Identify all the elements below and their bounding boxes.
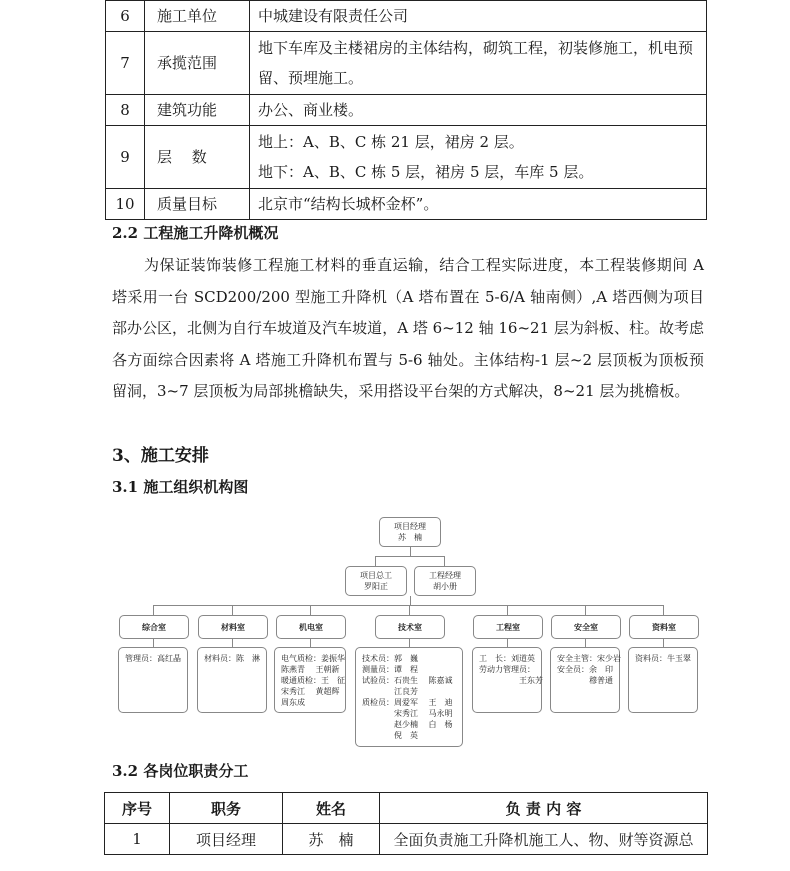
column-header: 序号 xyxy=(105,793,170,824)
org-node-title: 项目经理 xyxy=(394,522,426,531)
connector-line xyxy=(410,547,411,556)
org-node-project-manager xyxy=(379,517,441,547)
org-node-engineering-manager xyxy=(414,566,476,596)
connector-line xyxy=(663,605,664,615)
connector-line xyxy=(153,605,154,615)
table-cell: 全面负责施工升降机施工人、物、财等资源总 xyxy=(380,824,708,855)
org-dept-technical: 技术室 xyxy=(375,615,445,639)
section-heading-3-2: 3.2 各岗位职责分工 xyxy=(112,762,249,780)
org-node-person: 罗阳正 xyxy=(364,582,388,591)
row-value: 办公、商业楼。 xyxy=(250,95,707,126)
table-row xyxy=(106,95,707,126)
connector-line xyxy=(410,596,411,605)
row-number: 10 xyxy=(106,189,145,220)
org-dept-mep-members: 电气质检：姜振华 陈燕青 王朝新 暖通质检：王 征 宋秀江 黄超辉 周东成 xyxy=(274,647,346,713)
org-dept-mep: 机电室 xyxy=(276,615,346,639)
org-dept-materials-members: 材料员：陈 淋 xyxy=(197,647,267,713)
table-row xyxy=(106,1,707,32)
section-heading-2-2: 2.2 工程施工升降机概况 xyxy=(112,224,279,242)
row-number: 7 xyxy=(106,32,145,95)
org-dept-safety-members: 安全主管：宋少岩 安全员：余 印 穆普通 xyxy=(550,647,620,713)
row-number: 6 xyxy=(106,1,145,32)
row-value xyxy=(250,126,707,189)
project-info-table xyxy=(105,0,707,220)
org-dept-engineering-members: 工 长：刘道英 劳动力管理员： 王东芳 xyxy=(472,647,542,713)
org-dept-general-members: 管理员：高红晶 xyxy=(118,647,188,713)
row-number: 9 xyxy=(106,126,145,189)
table-cell: 1 xyxy=(105,824,170,855)
org-node-chief-engineer xyxy=(345,566,407,596)
org-node-person: 胡小册 xyxy=(433,582,457,591)
org-dept-materials: 材料室 xyxy=(198,615,268,639)
row-value: 地下车库及主楼裙房的主体结构，砌筑工程，初装修施工，机电预留、预埋施工。 xyxy=(250,32,707,95)
connector-line xyxy=(585,605,586,615)
connector-line xyxy=(375,556,445,557)
table-header-row xyxy=(105,793,708,824)
table-row xyxy=(106,32,707,95)
column-header: 姓名 xyxy=(283,793,380,824)
table-cell: 苏 楠 xyxy=(283,824,380,855)
section-heading-3: 3、施工安排 xyxy=(112,446,209,466)
table-row xyxy=(106,189,707,220)
org-node-person: 苏 楠 xyxy=(398,533,422,542)
connector-line xyxy=(507,605,508,615)
connector-line xyxy=(232,605,233,615)
row-value-line: 地下：A、B、C 栋 5 层，裙房 5 层，车库 5 层。 xyxy=(258,163,594,181)
column-header: 职务 xyxy=(170,793,283,824)
org-dept-safety: 安全室 xyxy=(551,615,621,639)
row-key: 建筑功能 xyxy=(145,95,250,126)
org-node-title: 工程经理 xyxy=(429,571,461,580)
section-paragraph: 为保证装饰装修工程施工材料的垂直运输，结合工程实际进度，本工程装修期间 A 塔采用一台 SCD200/200 型施工升降机（A 塔布置在 5-6/A 轴南侧）,A 塔西侧为项目部办公区，北侧为自行车坡道及汽车坡道，A 塔 6~12 轴 16~21 层为斜板、柱。故考虑各方面综合因素将 A 塔施工升降机布置与 5-6 轴处。主体结构-1 层~2 层顶板为顶板预留洞，3~7 层顶板为局部挑檐缺失，采用搭设平台架的方式解决，8~21 层为挑檐板。 xyxy=(112,256,704,400)
row-key: 施工单位 xyxy=(145,1,250,32)
row-key: 层 数 xyxy=(145,126,250,189)
section-heading-3-1: 3.1 施工组织机构图 xyxy=(112,478,249,496)
table-row xyxy=(105,824,708,855)
org-dept-engineering: 工程室 xyxy=(473,615,543,639)
table-cell: 项目经理 xyxy=(170,824,283,855)
connector-line xyxy=(310,605,311,615)
duty-table xyxy=(104,792,708,855)
connector-line xyxy=(409,605,410,615)
row-value: 北京市“结构长城杯金杯”。 xyxy=(250,189,707,220)
connector-line xyxy=(153,605,664,606)
org-node-title: 项目总工 xyxy=(360,571,392,580)
row-value: 中城建设有限责任公司 xyxy=(250,1,707,32)
row-key: 质量目标 xyxy=(145,189,250,220)
row-key: 承揽范围 xyxy=(145,32,250,95)
org-dept-documents: 资料室 xyxy=(629,615,699,639)
column-header: 负 责 内 容 xyxy=(380,793,708,824)
table-row xyxy=(106,126,707,189)
org-dept-technical-members: 技术员：郭 巍 测量员：谭 程 试验员：石贵生 陈嘉诚 江良芳 质检员：周爱军 王 迪 宋秀江 马永明 赵少楠 白 杨 倪 英 xyxy=(355,647,463,747)
org-dept-documents-members: 资料员：牛玉翠 xyxy=(628,647,698,713)
row-value-line: 地上：A、B、C 栋 21 层，裙房 2 层。 xyxy=(258,133,524,151)
row-number: 8 xyxy=(106,95,145,126)
org-dept-general: 综合室 xyxy=(119,615,189,639)
